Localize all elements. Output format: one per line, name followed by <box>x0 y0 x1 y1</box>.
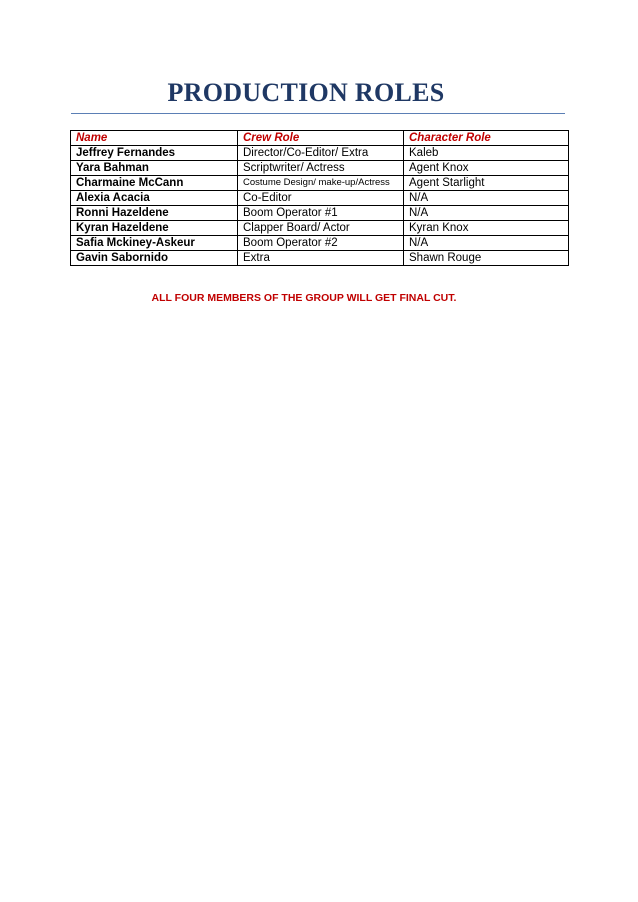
cell-name: Jeffrey Fernandes <box>71 146 238 161</box>
cell-name: Gavin Sabornido <box>71 251 238 266</box>
table-row <box>71 176 569 191</box>
cell-name: Alexia Acacia <box>71 191 238 206</box>
page-title: PRODUCTION ROLES <box>167 78 445 107</box>
cell-character-role: Agent Knox <box>404 161 569 176</box>
cell-name: Kyran Hazeldene <box>71 221 238 236</box>
title-underline <box>71 113 565 114</box>
table-row <box>71 146 569 161</box>
cell-name: Charmaine McCann <box>71 176 238 191</box>
cell-character-role: Kyran Knox <box>404 221 569 236</box>
cell-name: Safia Mckiney-Askeur <box>71 236 238 251</box>
table-row <box>71 236 569 251</box>
cell-crew-role: Extra <box>238 251 404 266</box>
header-name: Name <box>71 131 238 146</box>
cell-character-role: N/A <box>404 191 569 206</box>
cell-character-role: Kaleb <box>404 146 569 161</box>
cell-character-role: N/A <box>404 206 569 221</box>
cell-character-role: Agent Starlight <box>404 176 569 191</box>
header-crew-role: Crew Role <box>238 131 404 146</box>
cell-name: Ronni Hazeldene <box>71 206 238 221</box>
cell-character-role: Shawn Rouge <box>404 251 569 266</box>
cell-crew-role: Scriptwriter/ Actress <box>238 161 404 176</box>
cell-name: Yara Bahman <box>71 161 238 176</box>
cell-crew-role: Director/Co-Editor/ Extra <box>238 146 404 161</box>
cell-character-role: N/A <box>404 236 569 251</box>
cell-crew-role: Boom Operator #2 <box>238 236 404 251</box>
cell-crew-role: Co-Editor <box>238 191 404 206</box>
cell-crew-role: Boom Operator #1 <box>238 206 404 221</box>
final-cut-note: ALL FOUR MEMBERS OF THE GROUP WILL GET FINAL CUT. <box>151 292 457 304</box>
header-character-role: Character Role <box>404 131 569 146</box>
production-roles-table <box>70 130 569 266</box>
table-header-row <box>71 131 569 146</box>
table-row <box>71 251 569 266</box>
table-row <box>71 221 569 236</box>
cell-crew-role: Costume Design/ make-up/Actress <box>238 176 404 191</box>
cell-crew-role: Clapper Board/ Actor <box>238 221 404 236</box>
table-row <box>71 191 569 206</box>
table-row <box>71 206 569 221</box>
table-row <box>71 161 569 176</box>
